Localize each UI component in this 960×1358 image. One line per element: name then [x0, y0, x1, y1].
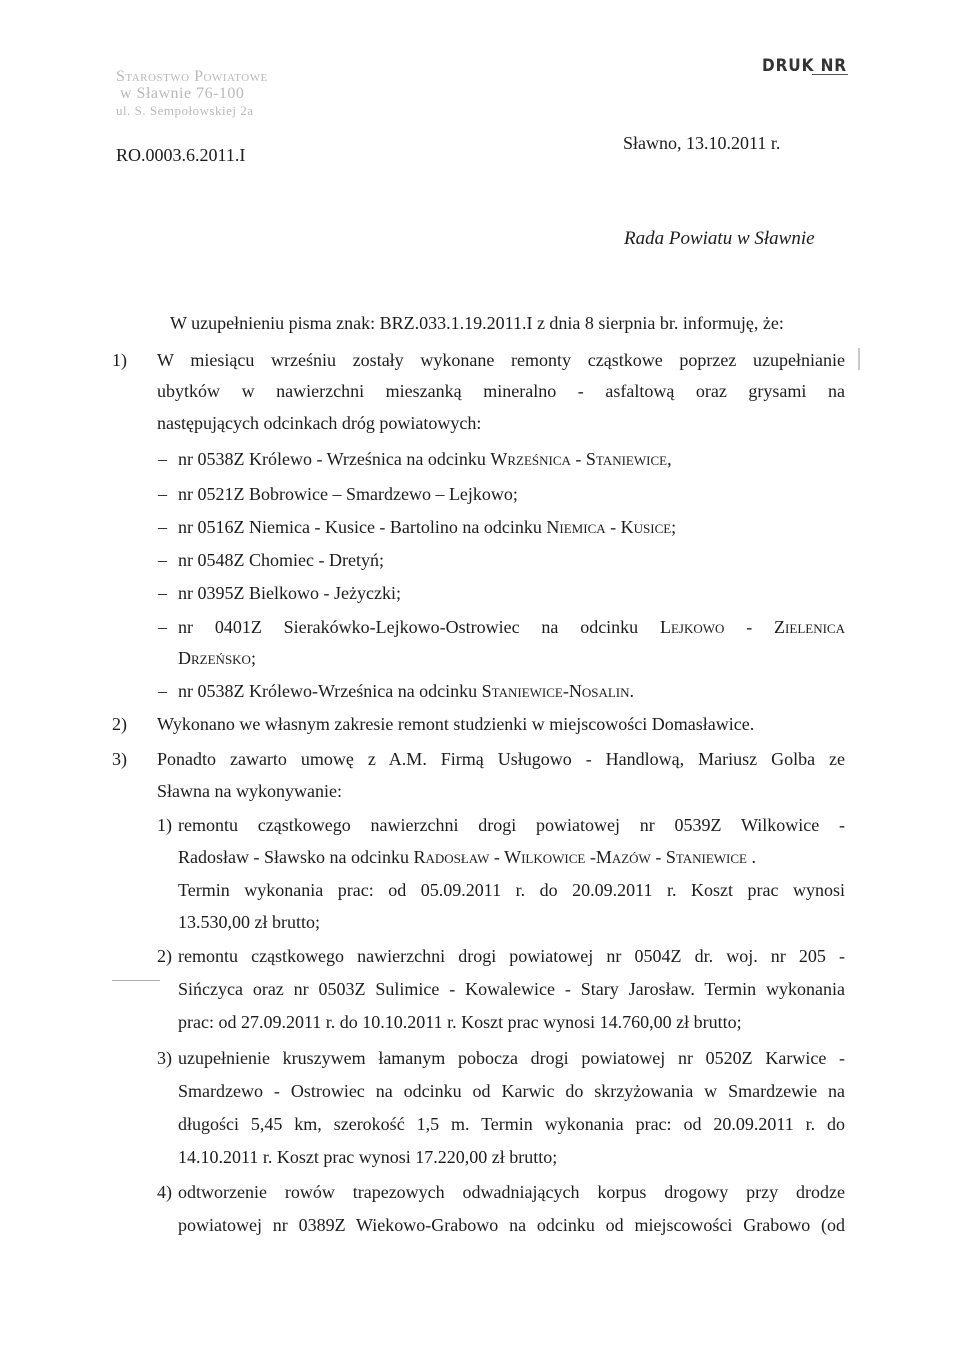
sub-item-line: powiatowej nr 0389Z Wiekowo-Grabowo na odcinku od miejscowości Grabowo (od	[178, 1215, 845, 1235]
sub-item-number: 4)	[157, 1182, 172, 1202]
recipient: Rada Powiatu w Sławnie	[624, 228, 815, 249]
section-1-line: ubytków w nawierzchni mieszanką mineralno - asfaltową oraz grysami na	[157, 381, 845, 401]
section-2-text: Wykonano we własnym zakresie remont studzienki w miejscowości Domasławice.	[157, 714, 755, 734]
road-segment: Niemica - Kusice;	[546, 517, 677, 537]
sub-item-line	[178, 847, 756, 868]
stamp-line: Starostwo Powiatowe	[116, 68, 268, 85]
sub-item-line: 13.530,00 zł brutto;	[178, 912, 320, 932]
road-segment: Wrześnica - Staniewice,	[490, 449, 672, 469]
reference-number: RO.0003.6.2011.I	[116, 145, 246, 165]
sub-item-line: remontu cząstkowego nawierzchni drogi powiatowej nr 0539Z Wilkowice -	[178, 815, 845, 835]
road-item	[178, 449, 672, 470]
sub-item-line: długości 5,45 km, szerokość 1,5 m. Termin wykonania prac: od 20.09.2011 r. do	[178, 1114, 845, 1134]
sub-item-line: Termin wykonania prac: od 05.09.2011 r. do 20.09.2011 r. Koszt prac wynosi	[178, 880, 845, 900]
sub-item-line: 14.10.2011 r. Koszt prac wynosi 17.220,00 zł brutto;	[178, 1147, 558, 1167]
road-item	[178, 517, 676, 538]
sub-item-number: 1)	[157, 815, 172, 835]
road-segment: Radosław - Wilkowice -Mazów - Staniewice .	[413, 847, 756, 867]
list-dash: –	[158, 484, 167, 504]
section-number: 2)	[112, 714, 127, 734]
stamp-line: ul. S. Sempołowskiej 2a	[116, 103, 254, 118]
stamp-line: w Sławnie 76-100	[120, 85, 245, 102]
road-text: nr 0548Z Chomiec - Dretyń;	[178, 550, 384, 570]
road-segment: Staniewice-Nosalin.	[481, 681, 634, 701]
sub-item-line: prac: od 27.09.2011 r. do 10.10.2011 r. Koszt prac wynosi 14.760,00 zł brutto;	[178, 1012, 742, 1032]
druk-underline	[812, 74, 848, 75]
sub-item-line: uzupełnienie kruszywem łamanym pobocza drogi powiatowej nr 0520Z Karwice -	[178, 1048, 845, 1068]
sub-item-line: Smardzewo - Ostrowiec na odcinku od Karwic do skrzyżowania w Smardzewie na	[178, 1081, 845, 1101]
road-text: nr 0521Z Bobrowice – Smardzewo – Lejkowo;	[178, 484, 518, 504]
road-text: nr 0538Z Królewo-Wrześnica na odcinku	[178, 681, 482, 701]
section-3-line: Sławna na wykonywanie:	[157, 781, 342, 801]
list-dash: –	[158, 550, 167, 570]
intro-paragraph: W uzupełnieniu pisma znak: BRZ.033.1.19.2011.I z dnia 8 sierpnia br. informuję, że:	[170, 313, 784, 333]
list-dash: –	[158, 681, 167, 701]
sub-item-line: Sińczyca oraz nr 0503Z Sulimice - Kowalewice - Stary Jarosław. Termin wykonania	[178, 979, 845, 999]
road-item	[178, 583, 401, 604]
sub-item-line: remontu cząstkowego nawierzchni drogi powiatowej nr 0504Z dr. woj. nr 205 -	[178, 946, 845, 966]
sub-item-number: 3)	[157, 1048, 172, 1068]
road-item	[178, 550, 384, 571]
list-dash: –	[158, 517, 167, 537]
road-item	[178, 484, 518, 505]
road-item-continuation: Drzeńsko;	[178, 648, 256, 668]
road-item	[178, 617, 845, 638]
druk-label: DRUK NR	[762, 56, 847, 76]
section-number: 3)	[112, 749, 127, 769]
section-3-line: Ponadto zawarto umowę z A.M. Firmą Usługowo - Handlową, Mariusz Golba ze	[157, 749, 845, 769]
list-dash: –	[158, 449, 167, 469]
margin-mark	[858, 348, 860, 370]
sub-item-number: 2)	[157, 946, 172, 966]
section-1-line: następujących odcinkach dróg powiatowych:	[157, 413, 482, 433]
road-item	[178, 681, 634, 702]
road-text: nr 0395Z Bielkowo - Jeżyczki;	[178, 583, 401, 603]
road-text: nr 0516Z Niemica - Kusice - Bartolino na odcinku	[178, 517, 547, 537]
road-segment: Lejkowo - Zielenica	[660, 617, 845, 637]
road-text: nr 0401Z Sierakówko-Lejkowo-Ostrowiec na odcinku	[178, 617, 660, 637]
sub-item-text: Radosław - Sławsko na odcinku	[178, 847, 414, 867]
list-dash: –	[158, 617, 167, 637]
sub-item-line: odtworzenie rowów trapezowych odwadniających korpus drogowy przy drodze	[178, 1182, 845, 1202]
office-stamp	[116, 68, 268, 119]
section-number: 1)	[112, 350, 127, 370]
list-dash: –	[158, 583, 167, 603]
section-1-line: W miesiącu wrześniu zostały wykonane remonty cząstkowe poprzez uzupełnianie	[157, 350, 845, 370]
margin-mark	[112, 980, 160, 981]
road-text: nr 0538Z Królewo - Wrześnica na odcinku	[178, 449, 491, 469]
date-line: Sławno, 13.10.2011 r.	[623, 133, 781, 153]
